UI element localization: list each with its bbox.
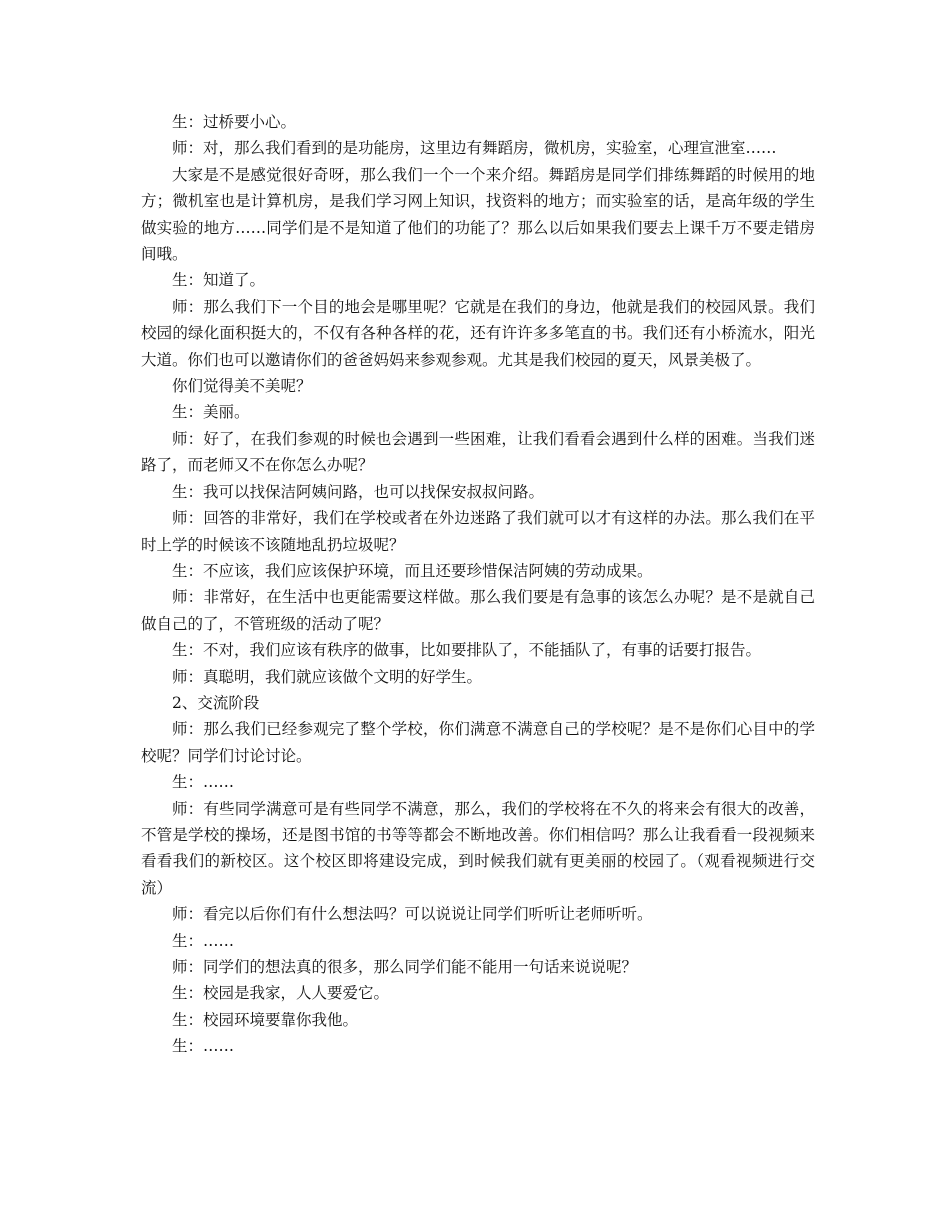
paragraph: 生：校园是我家，人人要爱它。 — [172, 984, 390, 1003]
paragraph: 生：…… — [172, 1037, 235, 1056]
paragraph: 生：校园环境要靠你我他。 — [172, 1010, 359, 1029]
section-heading: 2、交流阶段 — [172, 693, 260, 712]
paragraph: 师：有些同学满意可是有些同学不满意，那么，我们的学校将在不久的将来会有很大的改善，不管是学校的操场，还是图书馆的书等等都会不断地改善。你们相信吗？那么让我看看一段视频来看看我们的新校区。这个校区即将建设完成，到时候我们就有更美丽的校园了。（观看视频进行交流） — [141, 799, 815, 897]
paragraph: 生：知道了。 — [172, 271, 266, 290]
paragraph: 生：…… — [172, 773, 235, 792]
paragraph: 师：对，那么我们看到的是功能房，这里边有舞蹈房，微机房，实验室，心理宣泄室…… — [172, 139, 777, 158]
paragraph: 师：好了，在我们参观的时候也会遇到一些困难，让我们看看会遇到什么样的困难。当我们迷路了，而老师又不在你怎么办呢？ — [141, 429, 815, 475]
paragraph: 生：…… — [172, 931, 235, 950]
paragraph: 师：同学们的想法真的很多，那么同学们能不能用一句话来说说呢？ — [172, 958, 638, 976]
paragraph: 师：非常好，在生活中也更能需要这样做。那么我们要是有急事的该怎么办呢？是不是就自己做自己的了，不管班级的活动了呢？ — [141, 588, 815, 633]
paragraph: 生：我可以找保洁阿姨问路，也可以找保安叔叔问路。 — [172, 482, 545, 501]
document-body — [141, 109, 815, 1060]
paragraph: 师：回答的非常好，我们在学校或者在外边迷路了我们就可以才有这样的办法。那么我们在平时上学的时候该不该随地乱扔垃圾呢？ — [141, 509, 815, 554]
paragraph: 师：真聪明，我们就应该做个文明的好学生。 — [172, 667, 483, 686]
paragraph: 师：那么我们已经参观完了整个学校，你们满意不满意自己的学校呢？是不是你们心目中的学校呢？同学们讨论讨论。 — [141, 720, 815, 765]
paragraph: 师：看完以后你们有什么想法吗？可以说说让同学们听听让老师听听。 — [172, 905, 653, 924]
paragraph: 师：那么我们下一个目的地会是哪里呢？它就是在我们的身边，他就是我们的校园风景。我们校园的绿化面积挺大的，不仅有各种各样的花，还有许许多多笔直的书。我们还有小桥流水，阳光大道。你们也可以邀请你们的爸爸妈妈来参观参观。尤其是我们校园的夏天，风景美极了。 — [141, 297, 815, 369]
paragraph: 生：不应该，我们应该保护环境，而且还要珍惜保洁阿姨的劳动成果。 — [172, 561, 653, 580]
paragraph: 生：美丽。 — [172, 403, 250, 422]
paragraph: 你们觉得美不美呢？ — [172, 377, 312, 396]
paragraph: 生：不对，我们应该有秩序的做事，比如要排队了，不能插队了，有事的话要打报告。 — [172, 641, 762, 660]
paragraph: 生：过桥要小心。 — [172, 113, 297, 131]
paragraph: 大家是不是感觉很好奇呀，那么我们一个一个来介绍。舞蹈房是同学们排练舞蹈的时候用的地方；微机室也是计算机房，是我们学习网上知识，找资料的地方；而实验室的话，是高年级的学生做实验的地方……同学们是不是知道了他们的功能了？那么以后如果我们要去上课千万不要走错房间哦。 — [141, 165, 815, 264]
